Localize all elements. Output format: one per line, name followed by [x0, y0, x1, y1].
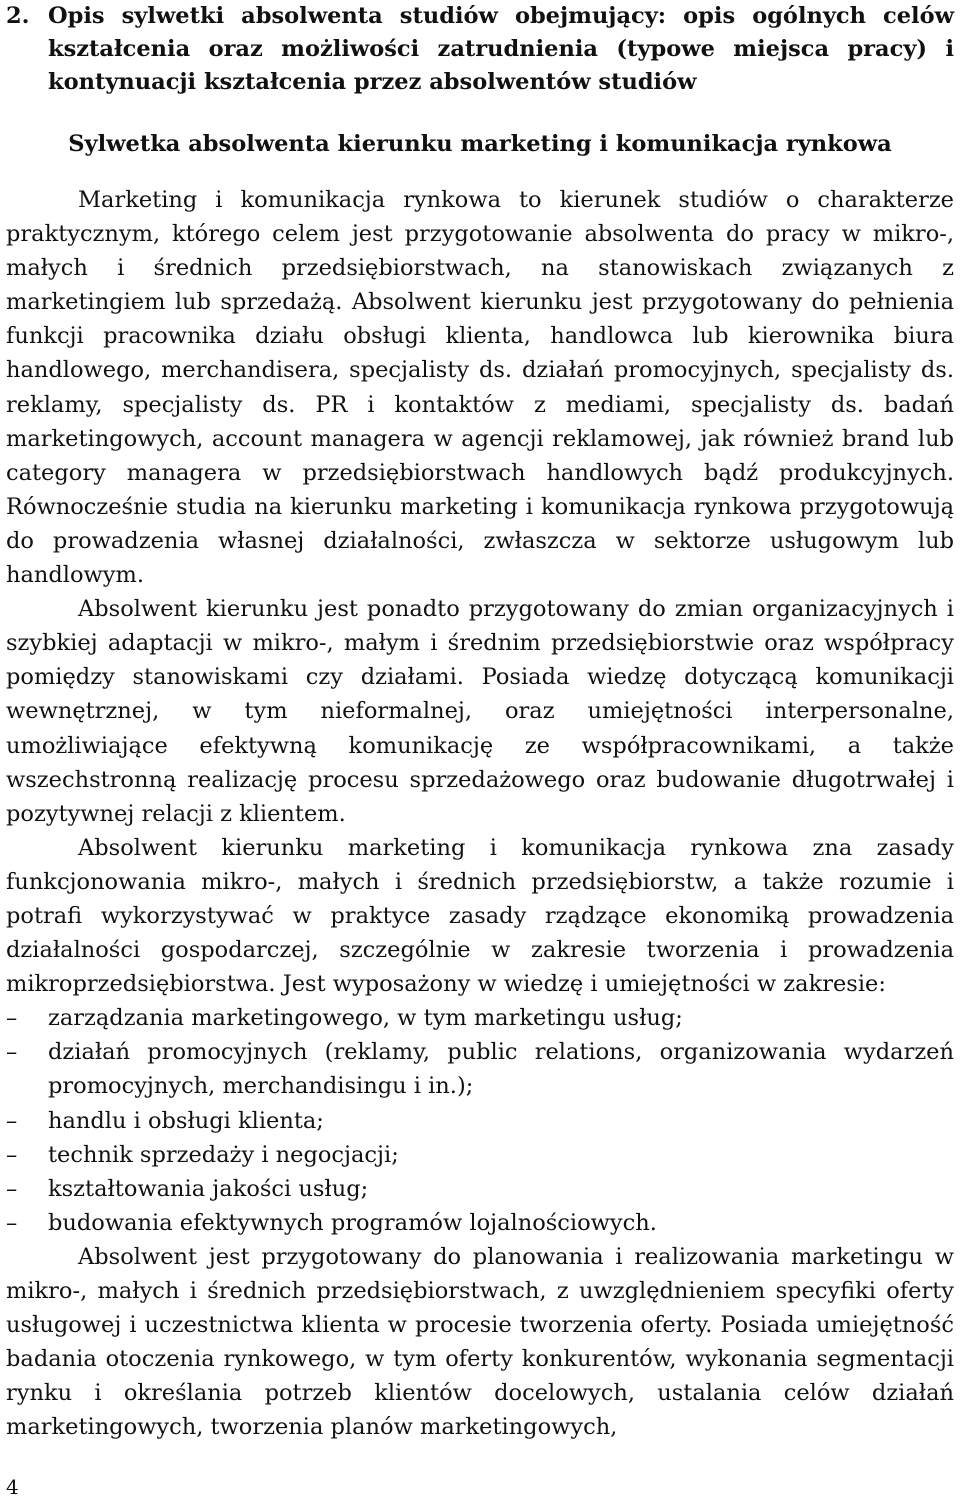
dash-bullet: – [6, 1005, 18, 1032]
list-item-text: zarządzania marketingowego, w tym marketingu usług; [48, 1005, 683, 1032]
dash-bullet: – [6, 1107, 18, 1134]
paragraph-2: Absolwent kierunku jest ponadto przygotowany do zmian organizacyjnych i szybkiej adaptacji w mikro-, małym i średnim przedsiębiorstwie oraz współpracy pomiędzy stanowiskami czy działami. Posiada wiedzę dotyczącą komunikacji wewnętrznej, w tym nieformalnej, oraz umiejętności interpersonalne, umożliwiające efektywną komunikację ze współpracownikami, a także wszechstronną realizację procesu sprzedażowego oraz budowanie długotrwałej i pozytywnej relacji z klientem. [6, 596, 954, 827]
list-item [6, 1138, 954, 1172]
paragraph-4: Absolwent jest przygotowany do planowania i realizowania marketingu w mikro-, małych i średnich przedsiębiorstwach, z uwzględnieniem specyfiki oferty usługowej i uczestnictwa klienta w procesie tworzenia oferty. Posiada umiejętność badania otoczenia rynkowego, w tym oferty konkurentów, wykonania segmentacji rynku i określania potrzeb klientów docelowych, ustalania celów działań marketingowych, tworzenia planów marketingowych, [6, 1243, 954, 1441]
page-number: 4 [6, 1475, 19, 1499]
list-item [6, 1104, 954, 1138]
list-item-text: działań promocyjnych (reklamy, public relations, organizowania wydarzeń promocyjnych, merchandisingu i in.); [48, 1039, 954, 1100]
document-page [6, 0, 954, 1444]
paragraph-3: Absolwent kierunku marketing i komunikacja rynkowa zna zasady funkcjonowania mikro-, małych i średnich przedsiębiorstw, a także rozumie i potrafi wykorzystywać w praktyce zasady rządzące ekonomiką prowadzenia działalności gospodarczej, szczególnie w zakresie tworzenia i prowadzenia mikroprzedsiębiorstwa. Jest wyposażony w wiedzę i umiejętności w zakresie: [6, 834, 954, 998]
list-item-text: handlu i obsługi klienta; [48, 1107, 324, 1134]
list-item [6, 1035, 954, 1103]
list-item-text: technik sprzedaży i negocjacji; [48, 1141, 399, 1168]
list-item [6, 1206, 954, 1240]
section-number: 2. [6, 3, 30, 29]
paragraph-1: Marketing i komunikacja rynkowa to kierunek studiów o charakterze praktycznym, którego celem jest przygotowanie absolwenta do pracy w mikro-, małych i średnich przedsiębiorstwach, na stanowiskach związanych z marketingiem lub sprzedażą. Absolwent kierunku jest przygotowany do pełnienia funkcji pracownika działu obsługi klienta, handlowca lub kierownika biura handlowego, merchandisera, specjalisty ds. działań promocyjnych, specjalisty ds. reklamy, specjalisty ds. PR i kontaktów z mediami, specjalisty ds. badań marketingowych, account managera w agencji reklamowej, jak również brand lub category managera w przedsiębiorstwach handlowych bądź produkcyjnych. Równocześnie studia na kierunku marketing i komunikacja rynkowa przygotowują do prowadzenia własnej działalności, zwłaszcza w sektorze usługowym lub handlowym. [6, 187, 954, 589]
dash-bullet: – [6, 1175, 18, 1202]
skills-list [6, 1001, 954, 1240]
dash-bullet: – [6, 1141, 18, 1168]
list-item [6, 1172, 954, 1206]
list-item [6, 1001, 954, 1035]
section-heading [6, 0, 954, 99]
list-item-text: budowania efektywnych programów lojalnościowych. [48, 1209, 657, 1236]
dash-bullet: – [6, 1209, 18, 1236]
dash-bullet: – [6, 1039, 18, 1066]
section-title: Opis sylwetki absolwenta studiów obejmujący: opis ogólnych celów kształcenia oraz możliwości zatrudnienia (typowe miejsca pracy) i kontynuacji kształcenia przez absolwentów studiów [48, 3, 954, 95]
subheading: Sylwetka absolwenta kierunku marketing i komunikacja rynkowa [68, 131, 892, 157]
list-item-text: kształtowania jakości usług; [48, 1175, 369, 1202]
